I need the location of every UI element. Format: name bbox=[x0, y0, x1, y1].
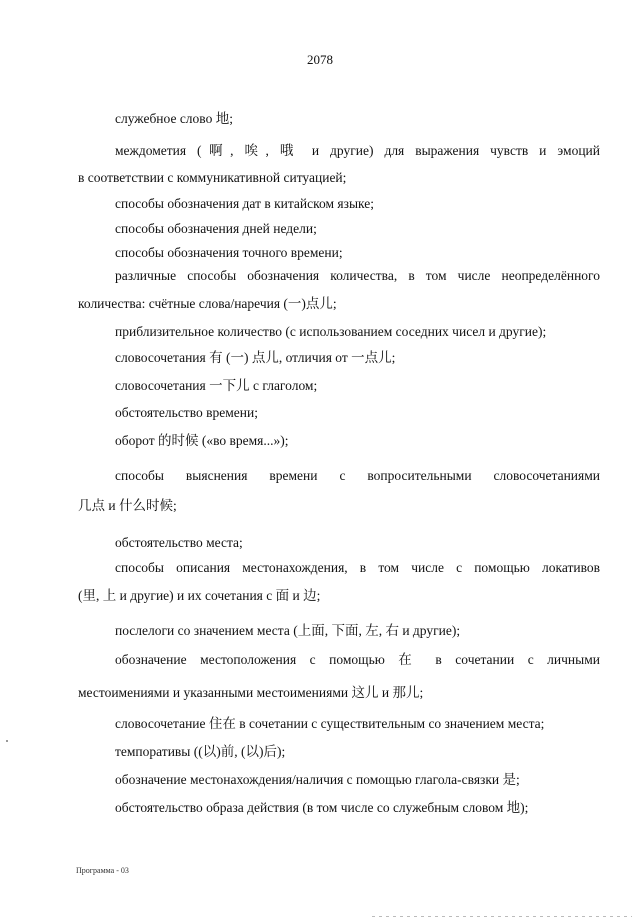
text-line: послелоги со значением места (上面, 下面, 左, 右 и другие); bbox=[115, 623, 461, 638]
text-line: различные способы обозначения количества, в том числе неопределённого bbox=[115, 268, 600, 283]
text-line: обстоятельство образа действия (в том числе со служебным словом 地); bbox=[115, 800, 529, 815]
text-line: способы обозначения дней недели; bbox=[115, 221, 317, 236]
text-line: словосочетание 住在 в сочетании с существительным со значением места; bbox=[115, 716, 545, 731]
scan-edge-mark bbox=[372, 916, 632, 917]
page-number: 2078 bbox=[307, 52, 333, 67]
text-line: приблизительное количество (с использованием соседних чисел и другие); bbox=[115, 324, 547, 339]
text-line: количества: счётные слова/наречия (一)点儿; bbox=[78, 296, 337, 311]
text-line: междометия (啊, 唉, 哦 и другие) для выражения чувств и эмоций bbox=[115, 143, 600, 158]
text-line: обозначение местоположения с помощью 在 в сочетании с личными bbox=[115, 652, 600, 667]
text-line: оборот 的时候 («во время...»); bbox=[115, 433, 289, 448]
text-line: служебное слово 地; bbox=[115, 111, 233, 126]
text-line: словосочетания 一下儿 с глаголом; bbox=[115, 378, 318, 393]
text-line: способы обозначения точного времени; bbox=[115, 245, 343, 260]
text-line: обстоятельство времени; bbox=[115, 405, 258, 420]
text-line: словосочетания 有 (一) 点儿, отличия от 一点儿; bbox=[115, 350, 396, 365]
text-line: способы выяснения времени с вопросительными словосочетаниями bbox=[115, 468, 600, 483]
text-line: (里, 上 и другие) и их сочетания с 面 и 边; bbox=[78, 588, 321, 603]
scan-speck bbox=[6, 740, 8, 742]
text-line: способы описания местонахождения, в том числе с помощью локативов bbox=[115, 560, 600, 575]
text-line: обозначение местонахождения/наличия с помощью глагола-связки 是; bbox=[115, 772, 520, 787]
text-line: местоимениями и указанными местоимениями 这儿 и 那儿; bbox=[78, 685, 424, 700]
text-line: 几点 и 什么时候; bbox=[78, 498, 177, 513]
text-line: в соответствии с коммуникативной ситуацией; bbox=[78, 170, 347, 185]
footer-label: Программа - 03 bbox=[76, 866, 129, 875]
text-line: темпоративы ((以)前, (以)后); bbox=[115, 744, 286, 759]
text-line: способы обозначения дат в китайском языке; bbox=[115, 196, 375, 211]
text-line: обстоятельство места; bbox=[115, 535, 243, 550]
